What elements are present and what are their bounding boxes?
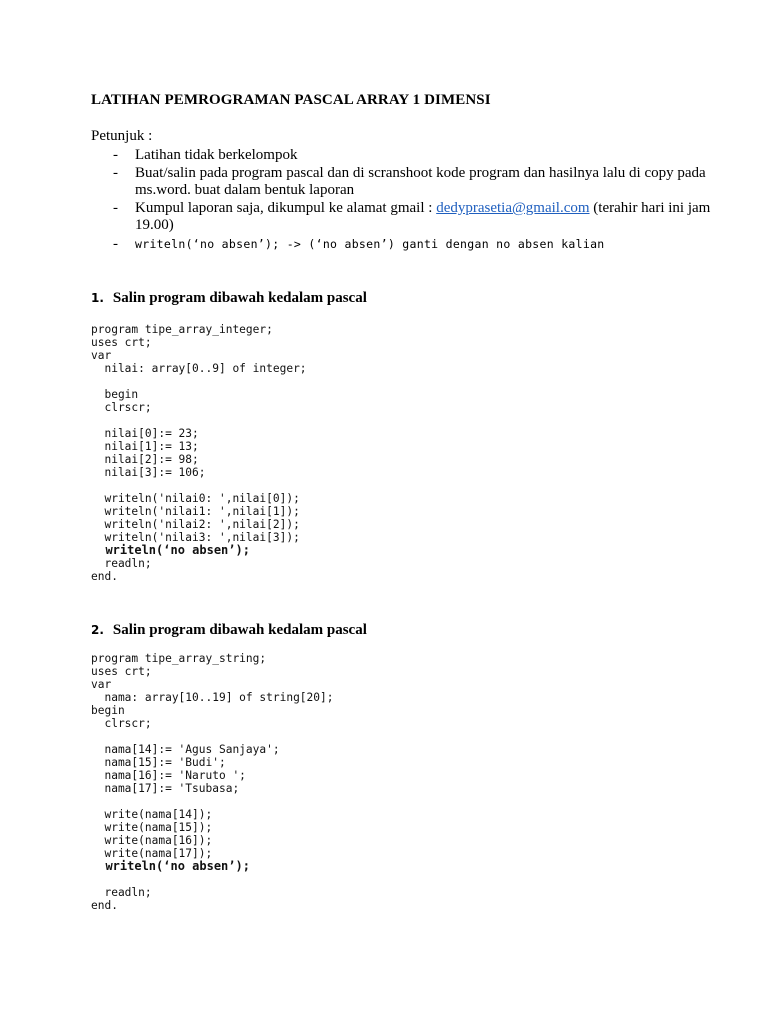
code-2-line: end. — [91, 899, 118, 912]
code-2-line — [91, 873, 333, 886]
code-1-line: writeln(‘no absen’); — [91, 543, 250, 557]
instructions-list — [91, 147, 711, 254]
code-1-line: writeln('nilai2: ',nilai[2]); — [91, 518, 300, 531]
instruction-item-3 — [91, 200, 711, 234]
code-2-line: readln; — [91, 886, 152, 899]
bullet-dash: - — [113, 147, 118, 163]
code-2-line: write(nama[16]); — [91, 834, 213, 847]
instruction-item-1 — [91, 147, 711, 164]
code-2-line: write(nama[15]); — [91, 821, 213, 834]
code-2-line: begin — [91, 704, 125, 717]
code-1-line: nilai: array[0..9] of integer; — [91, 362, 307, 375]
code-1-line: writeln('nilai3: ',nilai[3]); — [91, 531, 300, 544]
code-1-line: end. — [91, 570, 118, 583]
code-2-line: nama[15]:= 'Budi'; — [91, 756, 226, 769]
code-2-line: uses crt; — [91, 665, 152, 678]
code-1-line: nilai[0]:= 23; — [91, 427, 199, 440]
instruction-text-3-deadline: (terahir hari ini jam 19.00) — [135, 200, 711, 233]
code-1-line — [91, 414, 307, 427]
code-block-2 — [91, 652, 333, 912]
section-2-heading — [91, 622, 367, 639]
code-2-line — [91, 730, 333, 743]
section-2-number: 2. — [91, 623, 104, 637]
instruction-text-1: Latihan tidak berkelompok — [135, 147, 298, 163]
code-1-line — [91, 375, 307, 388]
code-1-line: clrscr; — [91, 401, 152, 414]
code-2-line: var — [91, 678, 112, 691]
code-1-line: writeln('nilai0: ',nilai[0]); — [91, 492, 300, 505]
code-1-line: uses crt; — [91, 336, 152, 349]
code-2-line — [91, 795, 333, 808]
instruction-text-4: writeln(‘no absen’); -> (‘no absen’) ganti dengan no absen kalian — [135, 237, 605, 251]
section-1-number: 1. — [91, 291, 104, 305]
code-2-line: write(nama[14]); — [91, 808, 213, 821]
code-1-line: nilai[2]:= 98; — [91, 453, 199, 466]
instruction-text-3: Kumpul laporan saja, dikumpul ke alamat gmail : — [135, 200, 437, 216]
page-title: LATIHAN PEMROGRAMAN PASCAL ARRAY 1 DIMENSI — [91, 92, 491, 108]
code-2-line: nama[14]:= 'Agus Sanjaya'; — [91, 743, 280, 756]
bullet-dash: - — [113, 236, 118, 252]
code-2-line: clrscr; — [91, 717, 152, 730]
code-2-line: program tipe_array_string; — [91, 652, 267, 665]
bullet-dash: - — [113, 165, 118, 181]
code-1-line: var — [91, 349, 112, 362]
code-1-line: nilai[3]:= 106; — [91, 466, 206, 479]
section-2-title: Salin program dibawah kedalam pascal — [112, 622, 367, 638]
code-2-line: nama[17]:= 'Tsubasa; — [91, 782, 240, 795]
code-1-line: writeln('nilai1: ',nilai[1]); — [91, 505, 300, 518]
code-1-line: begin — [91, 388, 139, 401]
section-1-heading — [91, 290, 367, 307]
code-2-line: nama[16]:= 'Naruto '; — [91, 769, 246, 782]
email-link[interactable]: dedyprasetia@gmail.com — [436, 200, 590, 216]
code-1-line — [91, 479, 307, 492]
instruction-text-2: Buat/salin pada program pascal dan di scranshoot kode program dan hasilnya lalu di copy pada ms.word. buat dalam bentuk laporan — [135, 165, 706, 198]
code-1-line: nilai[1]:= 13; — [91, 440, 199, 453]
code-1-line: readln; — [91, 557, 152, 570]
bullet-dash: - — [113, 200, 118, 216]
instructions-label: Petunjuk : — [91, 128, 153, 144]
code-1-line: program tipe_array_integer; — [91, 323, 273, 336]
instruction-item-2 — [91, 165, 711, 199]
code-block-1 — [91, 323, 307, 583]
code-2-line: write(nama[17]); — [91, 847, 213, 860]
section-1-title: Salin program dibawah kedalam pascal — [112, 290, 367, 306]
code-2-line: writeln(‘no absen’); — [91, 859, 250, 873]
instruction-item-4 — [91, 236, 711, 253]
code-2-line: nama: array[10..19] of string[20]; — [91, 691, 334, 704]
